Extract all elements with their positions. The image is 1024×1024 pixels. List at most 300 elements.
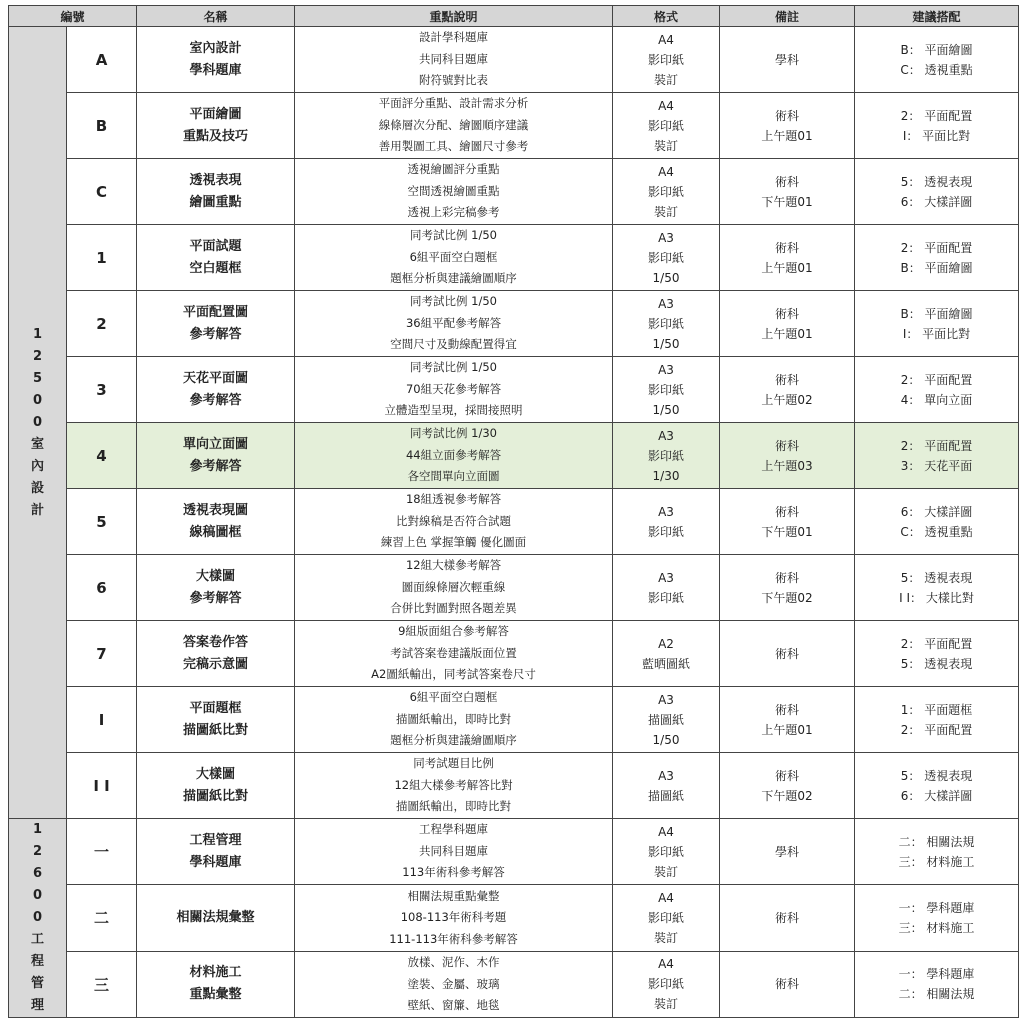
item-note-line: 術科 [775,372,800,387]
item-note-line: 術科 [775,570,800,585]
item-pairing-line: B： 平面繪圖 [900,260,973,275]
item-description-line: 共同科目題庫 [419,843,489,858]
item-format [613,621,720,687]
item-format-line: 1/50 [652,732,680,747]
item-description-line: 6組平面空白題框 [409,249,498,264]
item-id: 4 [67,423,137,489]
group-label [9,819,67,1018]
item-name-line: 參考解答 [189,392,242,408]
item-note-line: 下午題02 [761,788,813,803]
item-description-line: 練習上色 掌握筆觸 優化圖面 [380,535,527,550]
item-note-line: 術科 [775,646,800,661]
item-description [295,357,613,423]
item-description-line: 12組大樣參考解答比對 [394,777,513,792]
item-name-line: 相關法規彙整 [176,909,255,925]
item-pairing-line: B： 平面繪圖 [900,306,973,321]
group-label-char: 5 [32,370,43,386]
item-format [613,93,720,159]
group-label-char: 設 [30,480,44,496]
item-note-line: 上午題01 [761,260,813,275]
item-description-line: 同考試比例 1/50 [410,228,497,243]
item-name [137,159,295,225]
item-format-line: A3 [658,230,674,245]
item-format-line: 藍晒圖紙 [642,656,691,671]
item-pairing [855,885,1019,951]
item-format-line: 1/50 [652,270,680,285]
item-description-line: 空間尺寸及動線配置得宜 [390,337,517,352]
item-pairing [855,753,1019,819]
item-description-line: 同考試比例 1/30 [410,426,497,441]
group-label [9,27,67,819]
item-name-line: 繪圖重點 [189,194,242,210]
item-description-line: 立體造型呈現，採間接照明 [384,403,523,418]
item-name-line: 大樣圖 [196,766,236,782]
item-note-line: 上午題01 [761,128,813,143]
item-format-line: 1/30 [652,468,680,483]
item-note-line: 下午題01 [761,524,813,539]
item-id: 6 [67,555,137,621]
item-id: A [67,27,137,93]
item-format [613,753,720,819]
item-format-line: A4 [658,957,674,972]
item-description [295,753,613,819]
item-name-line: 透視表現 [189,172,242,188]
item-description [295,687,613,753]
item-description-line: 同考試比例 1/50 [410,360,497,375]
item-description [295,159,613,225]
item-name-line: 透視表現圖 [183,502,249,518]
item-description-line: 壁紙、窗簾、地毯 [407,998,500,1013]
item-id: 5 [67,489,137,555]
item-description-line: A2圖紙輸出，同考試答案卷尺寸 [371,667,536,682]
item-pairing-line: 6： 大樣詳圖 [900,194,973,209]
item-note [720,27,855,93]
item-format [613,951,720,1017]
item-format-line: 影印紙 [648,448,685,463]
item-note-line: 下午題01 [761,194,813,209]
item-description [295,225,613,291]
item-name-line: 空白題框 [189,260,242,276]
group-label-char: 2 [32,844,43,859]
table-row [9,423,1019,489]
item-format-line: 影印紙 [648,316,685,331]
item-format-line: A3 [658,570,674,585]
item-format-line: A4 [658,164,674,179]
item-format-line: A4 [658,890,674,905]
item-note [720,291,855,357]
item-description-line: 同考試題目比例 [413,756,494,771]
item-pairing-line: 2： 平面配置 [900,240,973,255]
table-row [9,621,1019,687]
item-description-line: 12組大樣參考解答 [405,558,502,573]
item-pairing [855,291,1019,357]
table-row [9,819,1019,885]
item-id: 一 [67,819,137,885]
table-row [9,159,1019,225]
item-pairing [855,687,1019,753]
item-pairing [855,225,1019,291]
header-id: 編號 [9,6,137,27]
item-note [720,951,855,1017]
product-table [8,5,1019,1018]
item-name [137,621,295,687]
table-row [9,555,1019,621]
item-note-line: 術科 [775,174,800,189]
header-format: 格式 [613,6,720,27]
item-name [137,423,295,489]
item-description-line: 113年術科參考解答 [402,865,505,880]
item-name-line: 重點及技巧 [183,128,249,144]
item-format [613,423,720,489]
item-description-line: 線條層次分配、繪圖順序建議 [378,117,529,132]
item-description-line: 各空間單向立面圖 [407,469,500,484]
item-format-line: 1/50 [652,336,680,351]
item-note [720,489,855,555]
item-name-line: 天花平面圖 [183,370,249,386]
header-row [9,6,1019,27]
item-note-line: 術科 [775,108,800,123]
item-format-line: A3 [658,296,674,311]
item-format-line: 影印紙 [648,590,685,605]
item-pairing-line: 2： 平面配置 [900,636,973,651]
group-label-char: 理 [30,998,44,1013]
group-label-char: 2 [32,348,43,364]
item-pairing-line: 5： 透視表現 [900,570,973,585]
item-pairing [855,93,1019,159]
item-description-line: 44組立面參考解答 [405,447,502,462]
item-pairing [855,489,1019,555]
item-name-line: 大樣圖 [196,568,236,584]
item-pairing [855,423,1019,489]
header-note: 備註 [720,6,855,27]
item-note-line: 上午題01 [761,326,813,341]
item-name-line: 工程管理 [189,832,242,848]
item-description-line: 善用製圖工具、繪圖尺寸參考 [378,139,529,154]
item-format-line: A3 [658,504,674,519]
item-description [295,819,613,885]
item-id: I I [67,753,137,819]
item-format-line: A4 [658,98,674,113]
table-row [9,885,1019,951]
item-name [137,291,295,357]
item-description [295,555,613,621]
item-name [137,27,295,93]
item-description-line: 9組版面組合參考解答 [398,624,509,639]
item-name-line: 學科題庫 [189,62,242,78]
item-format [613,885,720,951]
item-note-line: 上午題03 [761,458,813,473]
item-pairing-line: 5： 透視表現 [900,174,973,189]
item-pairing-line: 3： 天花平面 [900,458,973,473]
item-format-line: A2 [658,636,674,651]
table-row [9,489,1019,555]
item-format-line: 影印紙 [648,184,685,199]
group-label-char: 計 [30,502,44,518]
item-format-line: A3 [658,428,674,443]
item-format-line: 裝訂 [654,997,679,1012]
item-name-line: 完稿示意圖 [183,656,249,672]
item-pairing [855,27,1019,93]
item-id: 二 [67,885,137,951]
item-description [295,291,613,357]
item-note [720,159,855,225]
item-format-line: 裝訂 [654,204,679,219]
item-note-line: 術科 [775,768,800,783]
item-id: 三 [67,951,137,1017]
item-name [137,951,295,1017]
item-description-line: 108-113年術科考題 [400,910,507,925]
item-format [613,291,720,357]
item-pairing-line: 三： 材料施工 [898,854,975,869]
item-format-line: A3 [658,692,674,707]
item-name-line: 描圖紙比對 [183,722,249,738]
item-name-line: 材料施工 [189,965,242,981]
item-pairing-line: I： 平面比對 [902,128,971,143]
item-pairing-line: 5： 透視表現 [900,656,973,671]
item-pairing-line: 6： 大樣詳圖 [900,788,973,803]
item-description-line: 題框分析與建議繪圖順序 [390,733,517,748]
item-pairing-line: 2： 平面配置 [900,372,973,387]
item-name-line: 描圖紙比對 [183,788,249,804]
item-name-line: 學科題庫 [189,854,242,870]
item-pairing-line: 2： 平面配置 [900,108,973,123]
item-pairing-line: 6： 大樣詳圖 [900,504,973,519]
item-format-line: 裝訂 [654,138,679,153]
item-pairing [855,621,1019,687]
item-format-line: 描圖紙 [648,712,685,727]
item-description-line: 透視上彩完稿參考 [407,205,500,220]
item-format-line: 1/50 [652,402,680,417]
group-label-char: 0 [32,910,43,925]
item-description [295,423,613,489]
item-note-line: 術科 [775,240,800,255]
group-label-char: 1 [32,326,43,342]
item-description-line: 36組平配參考解答 [405,315,502,330]
item-format [613,159,720,225]
item-format-line: A3 [658,768,674,783]
item-description-line: 透視繪圖評分重點 [407,162,500,177]
item-name [137,819,295,885]
item-note [720,753,855,819]
table-row [9,753,1019,819]
item-name-line: 答案卷作答 [183,634,249,650]
item-pairing-line: 2： 平面配置 [900,438,973,453]
item-name-line: 平面繪圖 [189,106,242,122]
item-pairing-line: 二： 相關法規 [898,987,975,1002]
table-row [9,291,1019,357]
header-name: 名稱 [137,6,295,27]
item-id: 2 [67,291,137,357]
item-pairing-line: 4： 單向立面 [900,392,973,407]
item-description-line: 設計學科題庫 [419,30,489,45]
item-note-line: 術科 [775,438,800,453]
item-name [137,93,295,159]
item-format-line: 裝訂 [654,72,679,87]
item-description-line: 合併比對圖對照各題差異 [390,601,517,616]
item-note-line: 上午題02 [761,392,813,407]
item-pairing-line: 三： 材料施工 [898,920,975,935]
group-label-char: 室 [30,436,44,452]
item-pairing [855,555,1019,621]
item-id: C [67,159,137,225]
item-description-line: 6組平面空白題框 [409,690,498,705]
item-format-line: 影印紙 [648,118,685,133]
item-note [720,621,855,687]
item-note [720,885,855,951]
item-name-line: 參考解答 [189,458,242,474]
table-row [9,225,1019,291]
header-description: 重點說明 [295,6,613,27]
item-format [613,819,720,885]
item-description-line: 放樣、泥作、木作 [407,955,500,970]
item-description-line: 同考試比例 1/50 [410,294,497,309]
item-note-line: 術科 [775,702,800,717]
group-label-char: 0 [32,414,43,430]
item-note [720,357,855,423]
item-description [295,951,613,1017]
item-description-line: 18組透視參考解答 [405,492,502,507]
item-description-line: 70組天花參考解答 [405,381,502,396]
group-label-char: 6 [32,866,43,881]
item-description [295,93,613,159]
item-id: 3 [67,357,137,423]
item-note-line: 術科 [775,910,800,925]
item-name [137,357,295,423]
group-label-char: 程 [30,954,44,969]
item-name [137,753,295,819]
item-note-line: 術科 [775,306,800,321]
item-name-line: 平面題框 [189,700,242,716]
header-pairing: 建議搭配 [855,6,1019,27]
item-note-line: 學科 [775,844,800,859]
item-description-line: 相關法規重點彙整 [407,888,500,903]
item-description-line: 附符號對比表 [419,73,489,88]
item-note-line: 上午題01 [761,722,813,737]
item-name [137,885,295,951]
item-description [295,27,613,93]
group-label-char: 管 [30,976,44,991]
item-description [295,885,613,951]
item-format [613,555,720,621]
item-format-line: 影印紙 [648,910,685,925]
item-pairing-line: 一： 學科題庫 [898,900,975,915]
table-row [9,93,1019,159]
item-pairing-line: 5： 透視表現 [900,768,973,783]
item-id: B [67,93,137,159]
table-row [9,951,1019,1017]
item-description [295,621,613,687]
item-name-line: 單向立面圖 [183,436,249,452]
item-name [137,489,295,555]
item-name-line: 重點彙整 [189,987,242,1003]
item-format [613,27,720,93]
item-name-line: 線稿圖框 [189,524,242,540]
item-pairing [855,951,1019,1017]
item-name-line: 室內設計 [189,40,242,56]
item-pairing-line: 1： 平面題框 [900,702,973,717]
item-note [720,687,855,753]
item-format-line: 影印紙 [648,52,685,67]
item-name-line: 參考解答 [189,590,242,606]
item-name-line: 平面試題 [189,238,242,254]
item-format-line: 裝訂 [654,930,679,945]
item-description-line: 圖面線條層次輕重線 [401,579,506,594]
item-pairing-line: 2： 平面配置 [900,722,973,737]
item-format-line: A3 [658,362,674,377]
item-note-line: 下午題02 [761,590,813,605]
item-format-line: 影印紙 [648,382,685,397]
item-pairing [855,819,1019,885]
item-format-line: 影印紙 [648,250,685,265]
table-row [9,357,1019,423]
item-format-line: A4 [658,824,674,839]
item-pairing-line: C： 透視重點 [900,524,973,539]
item-format [613,489,720,555]
item-description-line: 比對線稿是否符合試題 [396,513,512,528]
group-label-char: 內 [30,458,44,474]
item-format-line: 影印紙 [648,844,685,859]
item-description [295,489,613,555]
item-pairing-line: 二： 相關法規 [898,834,975,849]
item-description-line: 考試答案卷建議版面位置 [390,645,517,660]
item-format-line: 裝訂 [654,864,679,879]
item-name [137,225,295,291]
item-note-line: 學科 [775,52,800,67]
item-pairing-line: C： 透視重點 [900,62,973,77]
item-pairing [855,159,1019,225]
item-note-line: 術科 [775,504,800,519]
item-id: I [67,687,137,753]
item-description-line: 塗裝、金屬、玻璃 [407,976,500,991]
item-note [720,225,855,291]
item-description-line: 111-113年術科參考解答 [389,931,518,946]
item-id: 1 [67,225,137,291]
group-label-char: 1 [32,822,43,837]
item-pairing-line: I I： 大樣比對 [899,590,974,605]
item-note [720,93,855,159]
item-description-line: 平面評分重點、設計需求分析 [378,96,529,111]
item-pairing [855,357,1019,423]
item-description-line: 題框分析與建議繪圖順序 [390,271,517,286]
item-description-line: 共同科目題庫 [419,51,489,66]
item-name-line: 參考解答 [189,326,242,342]
item-pairing-line: B： 平面繪圖 [900,42,973,57]
item-format-line: 影印紙 [648,524,685,539]
item-pairing-line: I： 平面比對 [902,326,971,341]
item-description-line: 工程學科題庫 [419,822,489,837]
item-note-line: 術科 [775,977,800,992]
item-name [137,687,295,753]
item-description-line: 描圖紙輸出，即時比對 [396,711,512,726]
item-pairing-line: 一： 學科題庫 [898,967,975,982]
item-format-line: A4 [658,32,674,47]
item-format-line: 描圖紙 [648,788,685,803]
item-name-line: 平面配置圖 [183,304,249,320]
group-label-char: 工 [30,932,44,947]
item-name [137,555,295,621]
group-label-char: 0 [32,888,43,903]
item-note [720,555,855,621]
table-row [9,27,1019,93]
item-note [720,423,855,489]
table-row [9,687,1019,753]
item-description-line: 描圖紙輸出，即時比對 [396,799,512,814]
item-description-line: 空間透視繪圖重點 [407,183,500,198]
item-format [613,225,720,291]
item-format [613,357,720,423]
item-format-line: 影印紙 [648,977,685,992]
item-format [613,687,720,753]
